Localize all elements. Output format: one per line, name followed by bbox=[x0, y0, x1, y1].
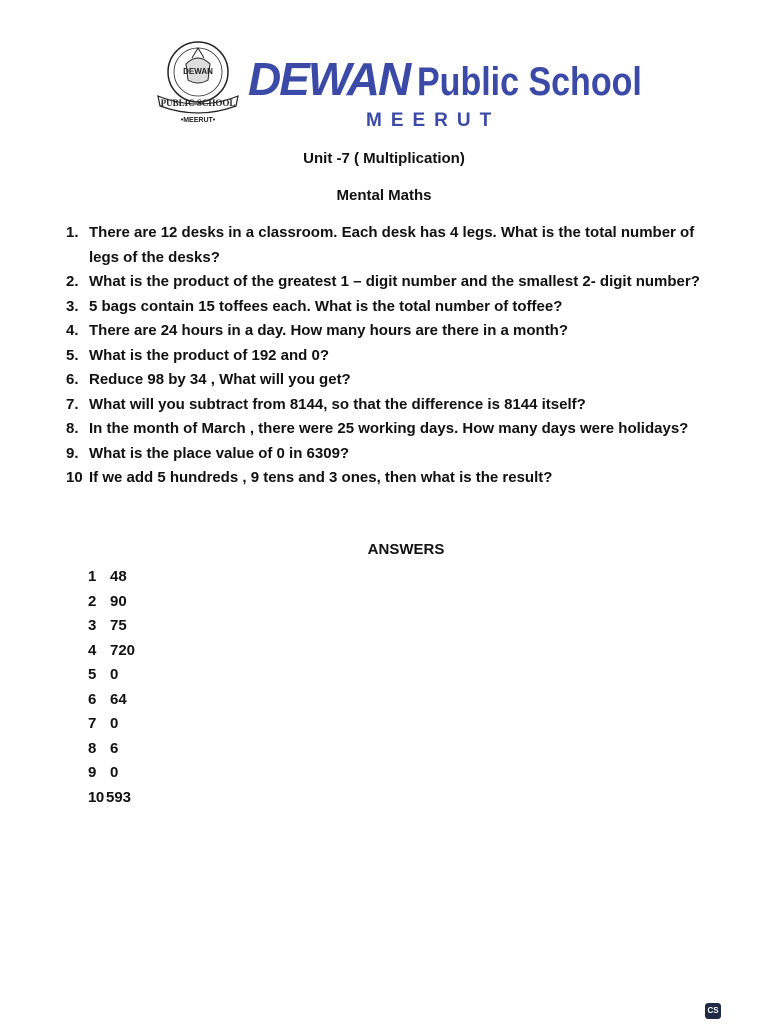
question-item bbox=[66, 442, 706, 467]
answer-number: 8 bbox=[88, 739, 97, 757]
question-number: 1. bbox=[66, 224, 79, 241]
question-text: What is the product of the greatest 1 – digit number and the smallest 2- digit number? bbox=[89, 273, 700, 290]
school-header bbox=[150, 34, 643, 134]
question-text: If we add 5 hundreds , 9 tens and 3 ones, then what is the result? bbox=[89, 469, 553, 486]
answer-number: 10 bbox=[88, 788, 104, 806]
answers-title: ANSWERS bbox=[367, 541, 445, 558]
answer-number: 9 bbox=[88, 764, 97, 781]
question-item bbox=[66, 319, 706, 344]
answer-value: 0 bbox=[110, 764, 119, 781]
question-number: 7. bbox=[66, 395, 79, 413]
question-number: 8. bbox=[66, 420, 79, 437]
question-number: 4. bbox=[66, 322, 79, 339]
answer-item bbox=[88, 614, 135, 639]
question-number: 2. bbox=[66, 273, 79, 290]
question-item bbox=[66, 344, 706, 369]
question-item bbox=[66, 466, 706, 491]
answer-number: 5 bbox=[88, 666, 97, 683]
question-number: 10 bbox=[66, 469, 83, 486]
school-name bbox=[248, 52, 682, 106]
answer-item bbox=[88, 565, 135, 590]
crest-top-text: DEWAN bbox=[183, 67, 213, 76]
answer-number: 6 bbox=[88, 690, 97, 708]
scanner-badge-icon: CS bbox=[705, 1003, 721, 1019]
crest-bottom-text: •MEERUT• bbox=[180, 117, 216, 124]
answer-value: 64 bbox=[110, 690, 127, 708]
answer-item bbox=[88, 663, 135, 688]
question-number: 5. bbox=[66, 346, 79, 364]
school-name-suffix: Public School bbox=[417, 60, 643, 104]
question-item bbox=[66, 270, 706, 295]
answer-list bbox=[88, 565, 135, 810]
answer-number: 4 bbox=[88, 641, 97, 659]
answer-value: 75 bbox=[110, 617, 127, 634]
answer-number: 3 bbox=[88, 617, 97, 634]
question-number: 6. bbox=[66, 371, 79, 388]
answer-item bbox=[88, 639, 135, 664]
question-text: 5 bags contain 15 toffees each. What is the total number of toffee? bbox=[89, 297, 563, 315]
answer-item bbox=[88, 737, 135, 762]
answer-value: 0 bbox=[110, 715, 119, 732]
answer-number: 7 bbox=[88, 715, 97, 732]
answer-item bbox=[88, 712, 135, 737]
question-list bbox=[66, 221, 706, 491]
question-text: There are 12 desks in a classroom. Each desk has 4 legs. What is the total number of legs of the desks? bbox=[89, 224, 695, 266]
question-text: What will you subtract from 8144, so that the difference is 8144 itself? bbox=[89, 395, 586, 413]
unit-title: Unit -7 ( Multiplication) bbox=[303, 150, 465, 167]
answer-value: 0 bbox=[110, 666, 119, 683]
school-logo-wordmark: DEWAN bbox=[248, 53, 410, 105]
answer-number: 2 bbox=[88, 592, 97, 610]
school-city: MEERUT bbox=[366, 110, 501, 131]
question-number: 3. bbox=[66, 297, 79, 315]
question-item bbox=[66, 417, 706, 442]
answer-value: 90 bbox=[110, 592, 127, 610]
question-item bbox=[66, 393, 706, 418]
answer-item bbox=[88, 761, 135, 786]
crest-banner-text: PUBLIC SCHOOL bbox=[160, 98, 236, 108]
answer-value: 593 bbox=[106, 788, 132, 806]
school-crest-logo bbox=[150, 34, 246, 130]
answer-item bbox=[88, 688, 135, 713]
question-text: What is the product of 192 and 0? bbox=[89, 346, 330, 364]
question-text: There are 24 hours in a day. How many hours are there in a month? bbox=[89, 322, 569, 339]
answer-value: 6 bbox=[110, 739, 119, 757]
answer-value: 720 bbox=[110, 641, 136, 659]
section-title: Mental Maths bbox=[336, 187, 432, 204]
answer-item bbox=[88, 786, 135, 811]
question-item bbox=[66, 221, 706, 270]
answer-number: 1 bbox=[88, 568, 97, 585]
question-text: What is the place value of 0 in 6309? bbox=[89, 444, 350, 462]
answer-item bbox=[88, 590, 135, 615]
question-text: In the month of March , there were 25 working days. How many days were holidays? bbox=[89, 420, 689, 437]
question-number: 9. bbox=[66, 444, 79, 462]
question-text: Reduce 98 by 34 , What will you get? bbox=[89, 371, 351, 388]
answer-value: 48 bbox=[110, 568, 127, 585]
question-item bbox=[66, 368, 706, 393]
question-item bbox=[66, 295, 706, 320]
